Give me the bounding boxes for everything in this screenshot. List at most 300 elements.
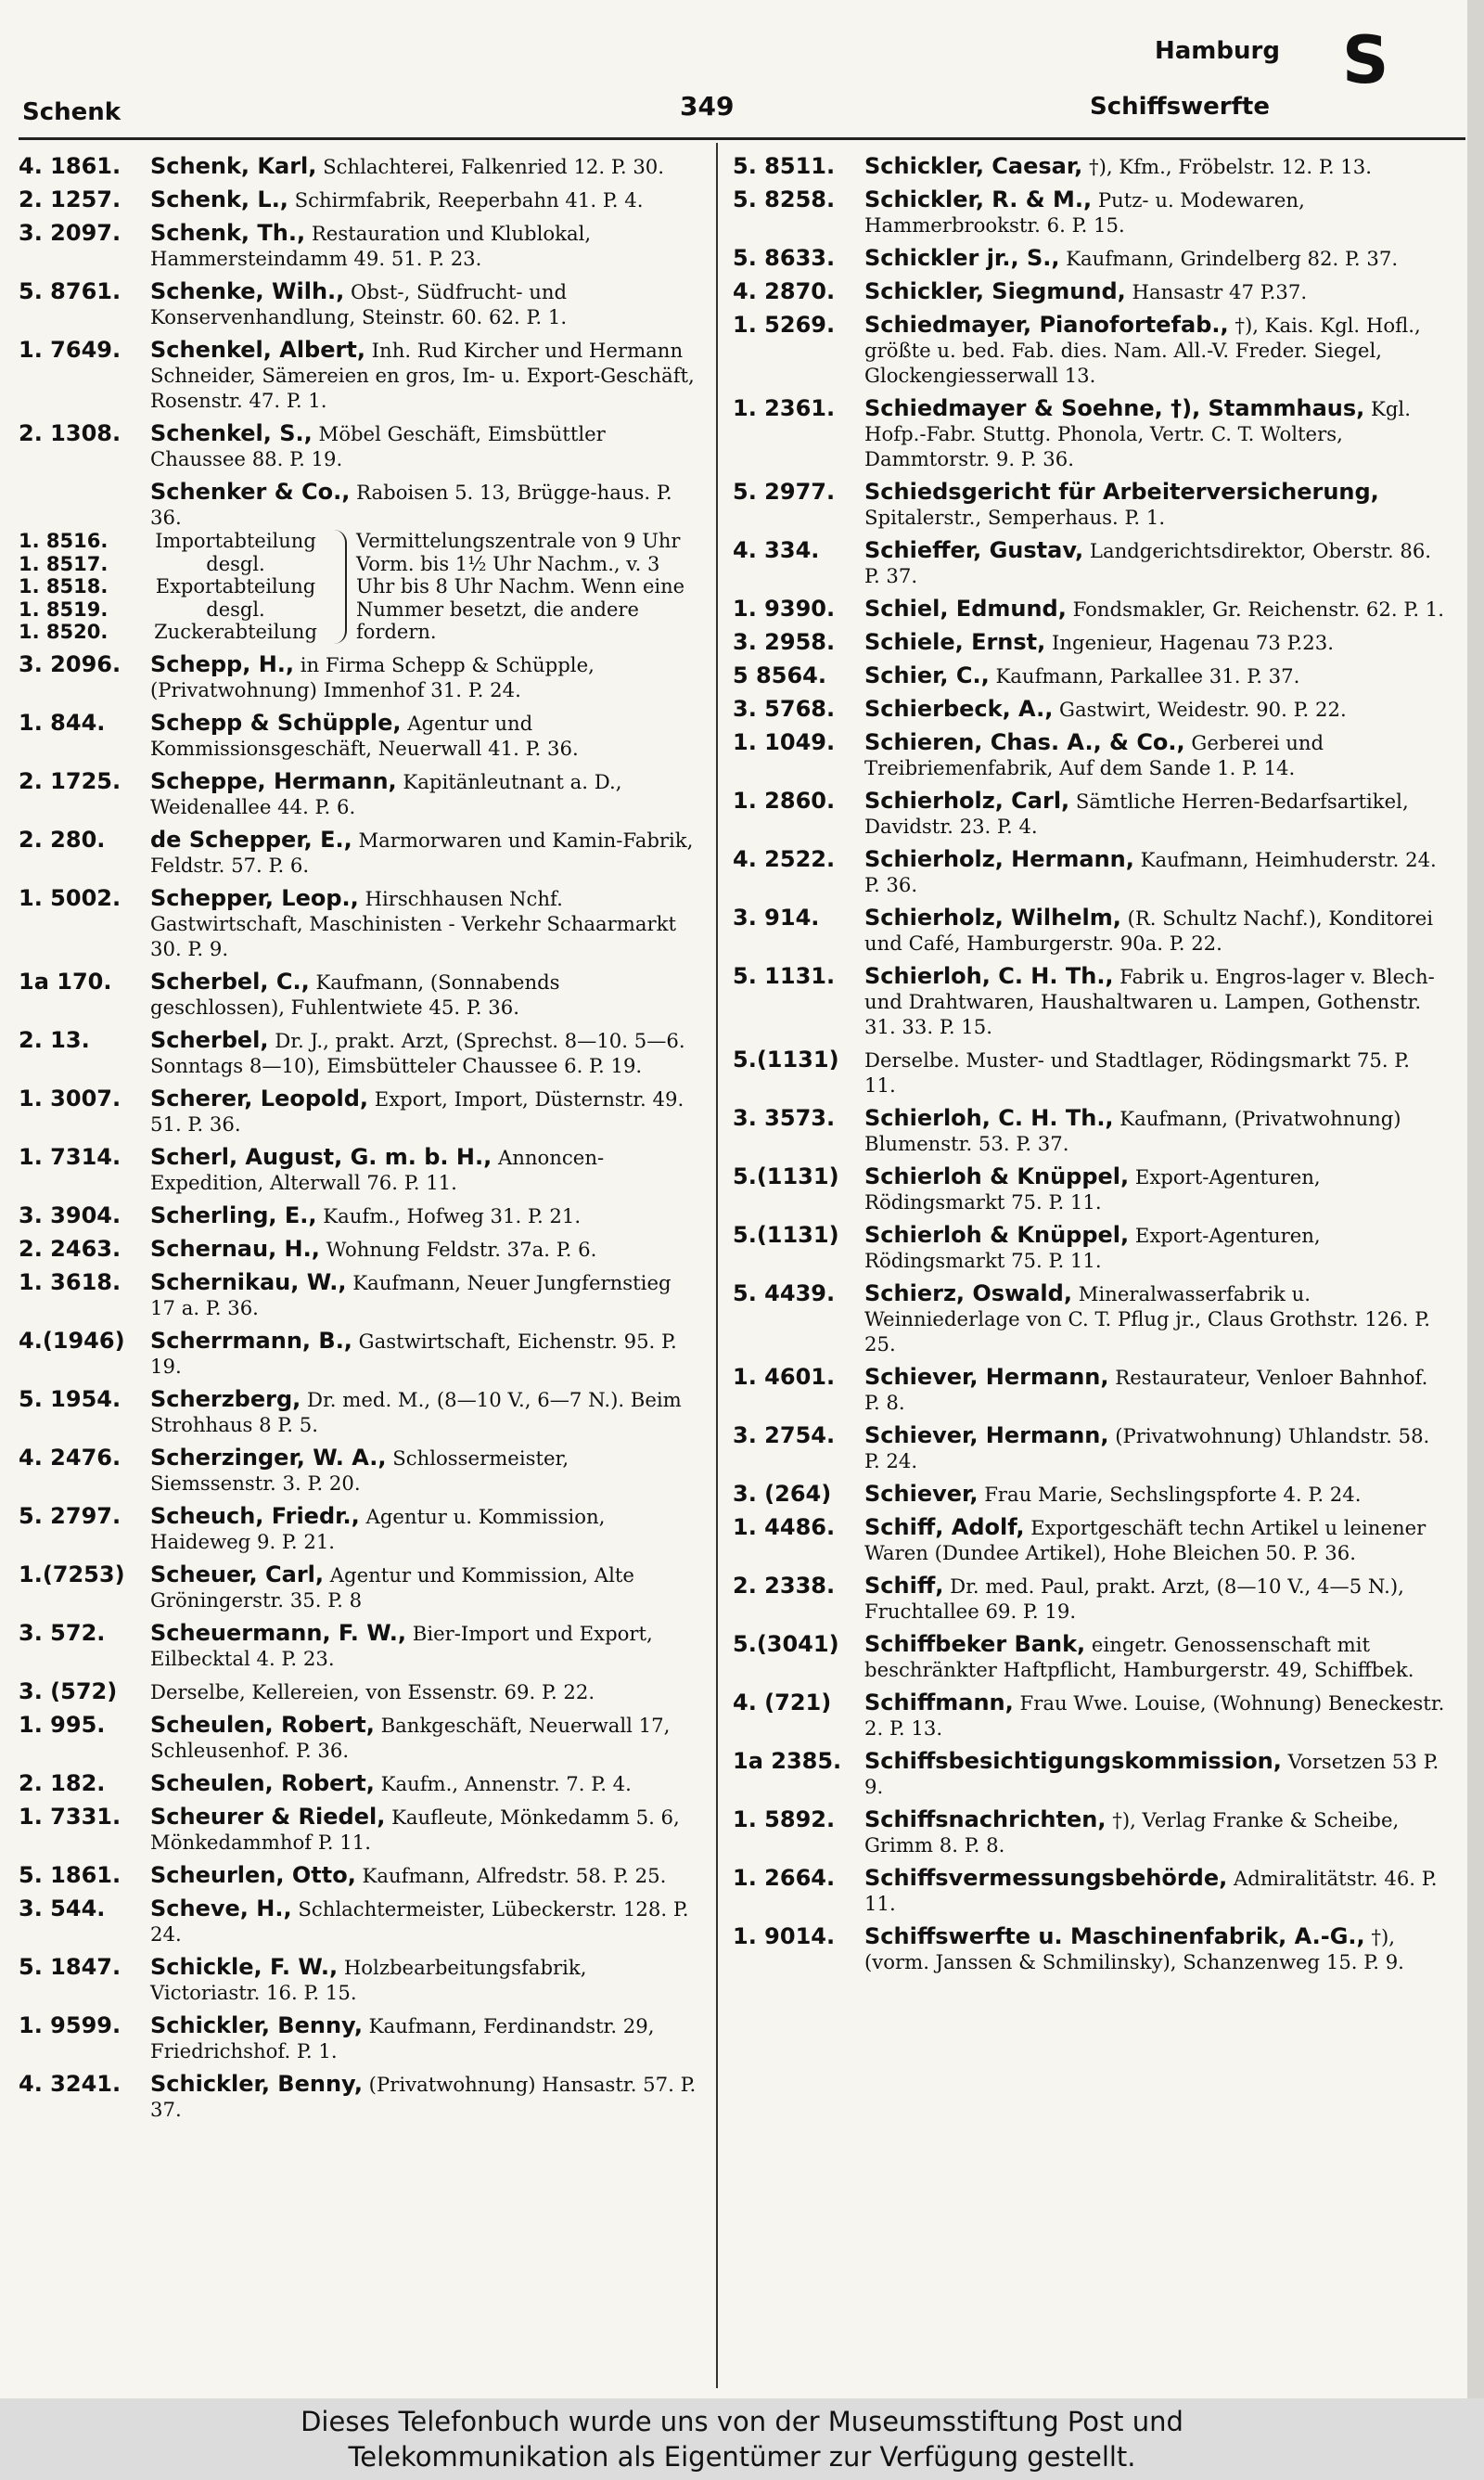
entry-text: Dr. med. Paul, prakt. Arzt, (8—10 V., 4—5 N.), Fruchtallee 69. P. 19. [864,1574,1404,1623]
entry-name: Schieffer, Gustav, [864,537,1084,563]
entry-text-wrap [150,1805,700,1855]
entry-name: Schierz, Oswald, [864,1280,1072,1306]
directory-entry [733,1423,1447,1473]
directory-entry [733,1515,1447,1565]
entry-text: Schirmfabrik, Reeperbahn 41. P. 4. [288,188,644,212]
entry-text-wrap [864,1106,1447,1156]
directory-entry [19,1387,700,1437]
entry-text-wrap [864,1047,1447,1098]
entry-text: Inh. Rud Kircher und Hermann Schneider, Sämereien en gros, Im- u. Export-Geschäft, Rosenstr. 47. P. 1. [150,339,695,412]
entry-text-wrap [864,246,1447,271]
entry-text-wrap [150,886,700,961]
entry-name: Schiff, Adolf, [864,1514,1025,1540]
phone-number: 1. 995. [19,1711,106,1738]
entry-text: Kaufm., Hofweg 31. P. 21. [316,1203,582,1227]
entry-text-wrap [864,1365,1447,1415]
directory-entry [19,1237,700,1262]
phone-number: 1. 9599. [19,2011,122,2038]
entry-text-wrap [150,1863,700,1888]
entry-text-wrap [150,1203,700,1228]
entry-name: Schenk, Karl, [150,153,317,179]
entry-text-wrap [150,1086,700,1137]
entry-text-wrap [150,1504,700,1554]
entry-name: Schernau, H., [150,1235,320,1262]
entry-text-wrap [150,1896,700,1947]
sub-department-label: Importabteilung [155,530,316,552]
directory-entry [19,1028,700,1078]
directory-entry [19,1270,700,1320]
entry-text: Restauration und Klublokal, Hammersteindamm 49. 51. P. 23. [150,222,592,270]
entry-text: Admiralitätstr. 46. P. 11. [864,1867,1438,1915]
sub-department-label: Zuckerabteilung [154,621,317,644]
sub-phone-number: 1. 8520. [19,621,109,644]
entry-text-wrap [864,789,1447,839]
footer-notice [0,2398,1484,2480]
entry-text: Bier-Import und Export, Eilbecktal 4. P. 23. [150,1621,653,1670]
phone-number: 5.(1131) [733,1163,839,1189]
directory-entry [733,1866,1447,1916]
phone-number: 4. 2476. [19,1444,122,1471]
entry-text: Schlossermeister, Siemssenstr. 3. P. 20. [150,1446,569,1495]
phone-number: 2. 2463. [19,1235,122,1262]
phone-number: 4. 3241. [19,2070,122,2097]
entry-text: Kaufmann, Heimhuderstr. 24. P. 36. [864,848,1437,896]
header-rule [19,137,1465,140]
directory-entry [733,313,1447,388]
phone-number: 1. 7331. [19,1803,122,1830]
entry-text-wrap [150,1329,700,1379]
phone-number: 5. 8761. [19,278,122,304]
phone-number: 4. (721) [733,1690,832,1715]
entry-text-wrap [150,1028,700,1078]
phone-number: 1. 2361. [733,395,836,421]
phone-number: 2. 1725. [19,767,122,794]
entry-text-wrap [864,597,1447,622]
entry-text: Obst-, Südfrucht- und Konservenhandlung, Steinstr. 60. 62. P. 1. [150,280,568,328]
entry-text: Dr. med. M., (8—10 V., 6—7 N.). Beim Strohhaus 8 P. 5. [150,1387,682,1436]
sub-department-label: Exportabteilung [155,575,316,598]
entry-text: Export-Agenturen, Rödingsmarkt 75. P. 11. [864,1165,1321,1214]
directory-entry [733,1482,1447,1507]
entry-text: (Privatwohnung) Hansastr. 57. P. 37. [150,2072,697,2121]
phone-number: 3. 2754. [733,1422,836,1448]
entry-name: Scherbel, [150,1026,269,1053]
entry-text: Putz- u. Modewaren, Hammerbrookstr. 6. P. 15. [864,188,1305,237]
directory-entry [733,789,1447,839]
entry-text: Derselbe, Kellereien, von Essenstr. 69. P. 22. [150,1679,595,1703]
entry-text: Kapitänleutnant a. D., Weidenallee 44. P. 6. [150,769,622,818]
directory-entry [19,1145,700,1195]
directory-entry [19,2013,700,2063]
directory-entry [19,769,700,819]
entry-text: Kaufm., Annenstr. 7. P. 4. [374,1771,632,1795]
directory-entry [19,2072,700,2122]
directory-entry [19,1863,700,1888]
entry-text-wrap [864,313,1447,388]
directory-entry [733,847,1447,897]
directory-entry [733,154,1447,179]
entry-name: Schickle, F. W., [150,1953,339,1980]
entry-text: Derselbe. Muster- und Stadtlager, Rödingsmarkt 75. P. 11. [864,1048,1411,1097]
entry-text-wrap [150,338,700,413]
sub-phone-number: 1. 8517. [19,552,109,575]
entry-text: Sämtliche Herren-Bedarfsartikel, Davidstr. 23. P. 4. [864,790,1409,838]
directory-entry [733,1690,1447,1741]
directory-entry [19,1679,700,1704]
entry-text: Raboisen 5. 13, Brügge-haus. P. 36. [150,481,672,529]
phone-number: 1. 3618. [19,1268,122,1295]
sub-phone-number: 1. 8516. [19,530,109,552]
phone-number: 5. 1847. [19,1953,122,1980]
directory-entry [733,1106,1447,1156]
phone-number: 2. 13. [19,1026,90,1053]
entry-text: Holzbearbeitungsfabrik, Victoriastr. 16. P. 15. [150,1955,587,2004]
entry-text: Kaufleute, Mönkedamm 5. 6, Mönkedammhof P. 11. [150,1805,680,1854]
phone-number: 1. 2860. [733,788,836,814]
entry-text: Export-Agenturen, Rödingsmarkt 75. P. 11. [864,1224,1321,1272]
phone-number: 2. 2338. [733,1573,836,1599]
phone-number: 1. 9014. [733,1923,836,1949]
phone-number: 5. 2797. [19,1502,122,1529]
directory-entry [733,1924,1447,1974]
page-edge [1467,0,1484,2398]
entry-text-wrap [864,154,1447,179]
directory-entry [733,730,1447,780]
directory-entry [19,338,700,413]
phone-number: 5. 4439. [733,1280,836,1306]
entry-text-wrap [150,769,700,819]
directory-entry [733,279,1447,304]
entry-name: Schierbeck, A., [864,696,1054,722]
entry-text-wrap [864,630,1447,655]
directory-entry [733,1047,1447,1098]
entry-text: Hansastr 47 P.37. [1125,280,1308,303]
entry-text-wrap [150,221,700,271]
entry-name: Scheuch, Friedr., [150,1502,360,1529]
entry-text-wrap [864,1749,1447,1799]
entry-name: Schier, C., [864,662,990,688]
entry-name: Schierloh, C. H. Th., [864,1105,1114,1131]
directory-entry [733,1164,1447,1214]
section-letter: S [1342,22,1389,98]
phone-number: 5.(1131) [733,1047,839,1073]
directory-entry [19,711,700,761]
phone-number: 5. 8258. [733,186,836,212]
entry-text: Gastwirtschaft, Eichenstr. 95. P. 19. [150,1329,677,1378]
entry-text: Mineralwasserfabrik u. Weinniederlage von C. T. Pflug jr., Claus Grothstr. 126. P. 25. [864,1282,1430,1356]
entry-name: Schiffbeker Bank, [864,1631,1086,1657]
entry-text: in Firma Schepp & Schüpple, (Privatwohnung) Immenhof 31. P. 24. [150,652,595,701]
directory-entry [19,279,700,329]
directory-entry [19,221,700,271]
entry-name: Schiever, Hermann, [864,1422,1109,1448]
phone-number: 3. 914. [733,905,820,931]
entry-name: Schickler, Benny, [150,2070,363,2097]
entry-text: Gastwirt, Weidestr. 90. P. 22. [1053,698,1347,721]
entry-text: Annoncen-Expedition, Alterwall 76. P. 11. [150,1145,605,1194]
directory-entry [733,663,1447,688]
directory-entry [19,886,700,961]
entry-text-wrap [150,154,700,179]
directory-entry [733,964,1447,1039]
directory-entry [733,187,1447,238]
phone-number: 4. 334. [733,537,820,563]
entry-text: Kaufmann, (Privatwohnung) Blumenstr. 53. P. 37. [864,1107,1401,1155]
entry-text: Exportgeschäft techn Artikel u leinener Waren (Dundee Artikel), Hohe Bleichen 50. P. 36. [864,1516,1426,1564]
entry-name: Schiedmayer, Pianofortefab., [864,312,1229,338]
entry-name: Schiffmann, [864,1690,1014,1715]
entry-name: Schepp & Schüpple, [150,709,402,736]
entry-text: Kaufmann, (Sonnabends geschlossen), Fuhlentwiete 45. P. 36. [150,970,560,1019]
entry-text: (Privatwohnung) Uhlandstr. 58. P. 24. [864,1424,1430,1472]
phone-number: 1. 4601. [733,1364,836,1390]
directory-entry [19,154,700,179]
entry-text-wrap [864,1164,1447,1214]
phone-number: 3. 3904. [19,1201,122,1228]
entry-text: Kaufmann, Neuer Jungfernstieg 17 a. P. 36. [150,1270,672,1319]
entry-text-wrap [864,1574,1447,1624]
entry-text-wrap [864,1515,1447,1565]
phone-number: 1. 5002. [19,884,122,911]
directory-entry [733,396,1447,471]
footer-line-2: Telekommunikation als Eigentümer zur Verfügung gestellt. [348,2441,1136,2473]
entry-name: Schenker & Co., [150,479,351,505]
directory-entry [19,421,700,471]
entry-text-wrap [150,1562,700,1613]
header-right-word: Schiffswerfte [1090,93,1270,121]
entry-text-wrap [864,396,1447,471]
phone-number: 4. 1861. [19,153,122,179]
entry-name: Scheve, H., [150,1895,292,1921]
column-divider [716,143,718,2388]
directory-entry [733,1365,1447,1415]
entry-text-wrap [864,480,1447,530]
directory-entry [733,1807,1447,1857]
directory-entry [19,1621,700,1671]
entry-text: Schlachtermeister, Lübeckerstr. 128. P. 24. [150,1896,689,1946]
entry-name: Schiel, Edmund, [864,596,1067,622]
phone-number: 3. 3573. [733,1105,836,1131]
phone-number: 2. 280. [19,826,106,853]
entry-name: Schiff, [864,1573,944,1599]
phone-number: 1. 2664. [733,1865,836,1891]
entry-text-wrap [150,970,700,1020]
entry-name: Scherzberg, [150,1385,301,1412]
directory-entry [19,1086,700,1137]
entry-text-wrap [864,279,1447,304]
entry-text-wrap [150,187,700,212]
directory-entry [19,1203,700,1228]
directory-entry [19,1504,700,1554]
entry-text-wrap [150,1955,700,2005]
entry-name: Scheuermann, F. W., [150,1619,407,1646]
phone-number: 3. 544. [19,1895,106,1921]
entry-text: †), Verlag Franke & Scheibe, Grimm 8. P. 8. [864,1808,1400,1857]
entry-name: Scherzinger, W. A., [150,1444,387,1471]
phone-number: 1a 2385. [733,1748,842,1774]
directory-entry [733,597,1447,622]
entry-name: Schickler jr., S., [864,245,1060,271]
footer-line-1: Dieses Telefonbuch wurde uns von der Museumsstiftung Post und [301,2406,1183,2437]
entry-text: †), Kfm., Fröbelstr. 12. P. 13. [1082,155,1373,178]
entry-text-wrap [150,828,700,878]
page-number: 349 [680,91,735,122]
entry-name: Schickler, Caesar, [864,153,1083,179]
entry-name: Schiedsgericht für Arbeiterversicherung, [864,479,1379,505]
entry-text-wrap [150,279,700,329]
entry-name: Schiffsvermessungsbehörde, [864,1865,1228,1891]
entry-name: Scheurlen, Otto, [150,1861,356,1888]
schenker-entry [19,480,700,644]
phone-number: 3. 2097. [19,220,122,246]
entry-text: Wohnung Feldstr. 37a. P. 6. [319,1237,597,1261]
phone-number: 1a 170. [19,968,112,995]
entry-text-wrap [864,1807,1447,1857]
entry-name: Schenke, Wilh., [150,278,345,304]
entry-text-wrap [150,711,700,761]
directory-entry [733,1281,1447,1356]
entry-name: Schiffsnachrichten, [864,1806,1107,1832]
entry-name: Scheuer, Carl, [150,1561,325,1587]
entry-name: Schieren, Chas. A., & Co., [864,729,1185,755]
entry-text: eingetr. Genossenschaft mit beschränkter Haftpflicht, Hamburgerstr. 49, Schiffbek. [864,1633,1414,1681]
sub-phone-number: 1. 8518. [19,575,109,598]
entry-text: Kaufmann, Alfredstr. 58. P. 25. [355,1863,667,1887]
entry-text: Hirschhausen Nchf. Gastwirtschaft, Maschinisten - Verkehr Schaarmarkt 30. P. 9. [150,886,676,960]
entry-name: Scheulen, Robert, [150,1769,375,1796]
entry-name: Schiele, Ernst, [864,629,1046,655]
phone-number: 2. 1257. [19,186,122,212]
entry-name: Schierholz, Wilhelm, [864,905,1121,931]
entry-text: Agentur und Kommission, Alte Gröningerstr. 35. P. 8 [150,1562,634,1612]
entry-text-wrap [150,2013,700,2063]
entry-name: Schierholz, Carl, [864,788,1070,814]
entry-name: Schierloh & Knüppel, [864,1163,1130,1189]
header-left-word: Schenk [22,98,122,126]
entry-text-wrap [150,1446,700,1496]
entry-text: (R. Schultz Nachf.), Konditorei und Café, Hamburgerstr. 90a. P. 22. [864,906,1434,955]
entry-text: Frau Marie, Sechslingspforte 4. P. 24. [978,1483,1362,1506]
directory-entry [733,1223,1447,1273]
entry-text: Vorsetzen 53 P. 9. [864,1750,1439,1798]
entry-name: Schiever, Hermann, [864,1364,1109,1390]
sub-phone-number: 1. 8519. [19,598,109,621]
entry-text: Frau Wwe. Louise, (Wohnung) Beneckestr. 2. P. 13. [864,1691,1445,1740]
entry-text: Agentur u. Kommission, Haideweg 9. P. 21. [150,1504,606,1553]
phone-number: 3. 2096. [19,650,122,677]
entry-name: Scherer, Leopold, [150,1085,369,1112]
entry-text: Möbel Geschäft, Eimsbüttler Chaussee 88. P. 19. [150,422,606,470]
phone-number: 2. 1308. [19,420,122,446]
entry-text-wrap [864,1690,1447,1741]
entry-name: Scheppe, Hermann, [150,767,397,794]
phone-number: 5. 8511. [733,153,836,179]
entry-text: Landgerichtsdirektor, Oberstr. 86. P. 37. [864,539,1432,587]
entry-text: Gerberei und Treibriemenfabrik, Auf dem Sande 1. P. 14. [864,731,1324,779]
directory-entry [733,697,1447,722]
entry-text-wrap [150,1771,700,1796]
entry-text-wrap [864,1632,1447,1682]
entry-text-wrap [864,538,1447,588]
directory-entry [19,1771,700,1796]
directory-entry [733,630,1447,655]
entry-text-wrap [150,1145,700,1195]
phone-number: 1.(7253) [19,1561,125,1587]
phone-number: 1. 3007. [19,1085,122,1112]
entry-name: Scherrmann, B., [150,1327,352,1354]
directory-entry [19,1955,700,2005]
entry-text-wrap [864,1223,1447,1273]
directory-entry [733,1749,1447,1799]
phone-number: 1. 5892. [733,1806,836,1832]
phone-number: 1. 7314. [19,1143,122,1170]
header-city: Hamburg [1155,37,1280,65]
entry-name: Scherbel, C., [150,968,310,995]
entry-text-wrap [150,652,700,702]
entry-name: Schierholz, Hermann, [864,846,1134,872]
phone-number: 1. 4486. [733,1514,836,1540]
entry-name: Scheurer & Riedel, [150,1803,386,1830]
entry-name: Scheulen, Robert, [150,1711,375,1738]
entry-text: Kaufmann, Parkallee 31. P. 37. [989,664,1300,687]
entry-text-wrap [864,1482,1447,1507]
entry-text: †), (vorm. Janssen & Schmilinsky), Schanzenweg 15. P. 9. [864,1925,1404,1973]
entry-name: Schickler, R. & M., [864,186,1093,212]
phone-number: 3. 2958. [733,629,836,655]
entry-name: de Schepper, E., [150,826,352,853]
directory-entry [19,187,700,212]
entry-name: Schenkel, Albert, [150,337,365,363]
directory-entry [733,1574,1447,1624]
entry-text: Schlachterei, Falkenried 12. P. 30. [316,155,665,178]
entry-text-wrap [150,1679,700,1704]
entry-text-wrap [150,1270,700,1320]
entry-name: Schierloh, C. H. Th., [864,963,1114,989]
entry-name: Scherling, E., [150,1201,317,1228]
phone-number: 4.(1946) [19,1327,125,1354]
phone-number: 5. 2977. [733,479,836,505]
entry-text-wrap [150,1387,700,1437]
directory-entry [19,1713,700,1763]
entry-text-wrap [864,1423,1447,1473]
entry-text: Bankgeschäft, Neuerwall 17, Schleusenhof. P. 36. [150,1713,671,1762]
entry-text-wrap [864,730,1447,780]
entry-text-wrap [150,1237,700,1262]
entry-text-wrap [864,847,1447,897]
directory-entry [19,1446,700,1496]
phone-number: 1. 7649. [19,337,122,363]
phone-number: 5. 8633. [733,245,836,271]
entry-name: Schenkel, S., [150,420,313,446]
phone-number: 2. 182. [19,1769,106,1796]
phone-number: 4. 2870. [733,278,836,304]
phone-number: 1. 844. [19,709,106,736]
phone-number: 3. (264) [733,1481,832,1507]
entry-text-wrap [864,906,1447,956]
entry-text-wrap [864,187,1447,238]
entry-text: Export, Import, Düsternstr. 49. 51. P. 36. [150,1086,684,1136]
directory-entry [19,970,700,1020]
entry-text-wrap [864,964,1447,1039]
schenker-subnumbers [19,530,700,644]
directory-entry [733,480,1447,530]
entry-text: Kaufmann, Grindelberg 82. P. 37. [1059,247,1399,270]
entry-name: Schierloh & Knüppel, [864,1222,1130,1248]
entry-text-wrap [864,1281,1447,1356]
phone-number: 5.(1131) [733,1222,839,1248]
entry-text-wrap [864,663,1447,688]
entry-text: Dr. J., prakt. Arzt, (Sprechst. 8—10. 5—6. Sonntags 8—10), Eimsbütteler Chaussee 6. P. 19. [150,1028,685,1077]
